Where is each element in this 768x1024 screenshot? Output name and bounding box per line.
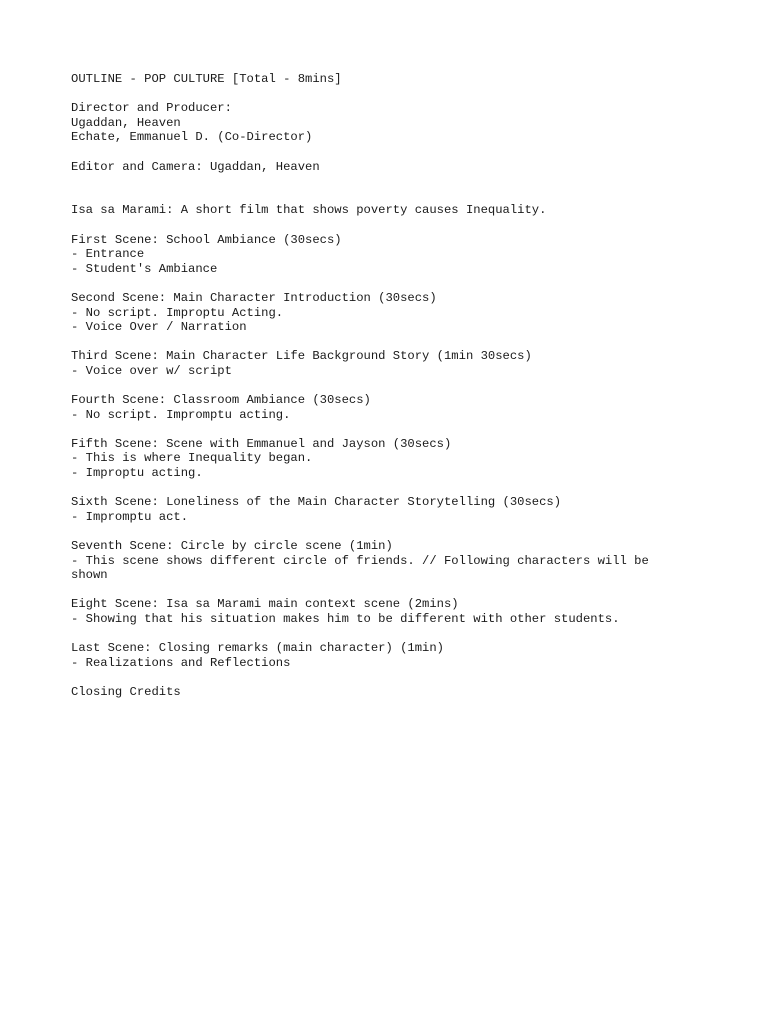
document-title: OUTLINE - POP CULTURE [Total - 8mins]: [71, 72, 342, 86]
scene-note: - Impromptu act.: [71, 509, 189, 524]
scene-block: [71, 539, 711, 597]
director-heading: Director and Producer:: [71, 101, 232, 116]
editor-camera-credit: Editor and Camera: Ugaddan, Heaven: [71, 159, 320, 174]
scene-note: - Improptu acting.: [71, 466, 203, 481]
scene-note: - Voice over w/ script: [71, 363, 232, 378]
scene-note: - Entrance: [71, 247, 145, 262]
scene-block: [71, 393, 711, 437]
scene-block: [71, 437, 711, 495]
film-logline: Isa sa Marami: A short film that shows poverty causes Inequality.: [71, 203, 547, 218]
director-name: Ugaddan, Heaven: [71, 115, 181, 130]
scene-block: [71, 233, 711, 291]
scene-note: - No script. Improptu Acting.: [71, 305, 284, 320]
co-director-name: Echate, Emmanuel D. (Co-Director): [71, 130, 313, 145]
scene-note: - Voice Over / Narration: [71, 320, 247, 335]
scene-block: [71, 597, 711, 641]
scene-list: [71, 233, 711, 685]
scene-note: - Realizations and Reflections: [71, 655, 291, 670]
scene-note: - Student's Ambiance: [71, 261, 218, 276]
scene-heading: First Scene: School Ambiance (30secs): [71, 232, 342, 247]
scene-block: [71, 291, 711, 349]
scene-heading: Fifth Scene: Scene with Emmanuel and Jayson (30secs): [71, 436, 452, 451]
scene-heading: Second Scene: Main Character Introduction (30secs): [71, 290, 437, 305]
closing-credits: Closing Credits: [71, 684, 181, 699]
scene-heading: Eight Scene: Isa sa Marami main context scene (2mins): [71, 597, 459, 612]
scene-note: shown: [71, 568, 108, 583]
scene-heading: Fourth Scene: Classroom Ambiance (30secs): [71, 393, 371, 408]
scene-note: - No script. Impromptu acting.: [71, 407, 291, 422]
scene-heading: Sixth Scene: Loneliness of the Main Character Storytelling (30secs): [71, 495, 562, 510]
scene-heading: Last Scene: Closing remarks (main character) (1min): [71, 641, 444, 656]
scene-note: - Showing that his situation makes him to be different with other students.: [71, 611, 620, 626]
scene-block: [71, 349, 711, 393]
scene-note: - This scene shows different circle of friends. // Following characters will be: [71, 553, 649, 568]
scene-block: [71, 641, 711, 685]
scene-note: - This is where Inequality began.: [71, 451, 313, 466]
scene-heading: Third Scene: Main Character Life Background Story (1min 30secs): [71, 349, 532, 364]
document-page: [71, 72, 711, 700]
scene-heading: Seventh Scene: Circle by circle scene (1min): [71, 539, 393, 553]
scene-block: [71, 495, 711, 539]
